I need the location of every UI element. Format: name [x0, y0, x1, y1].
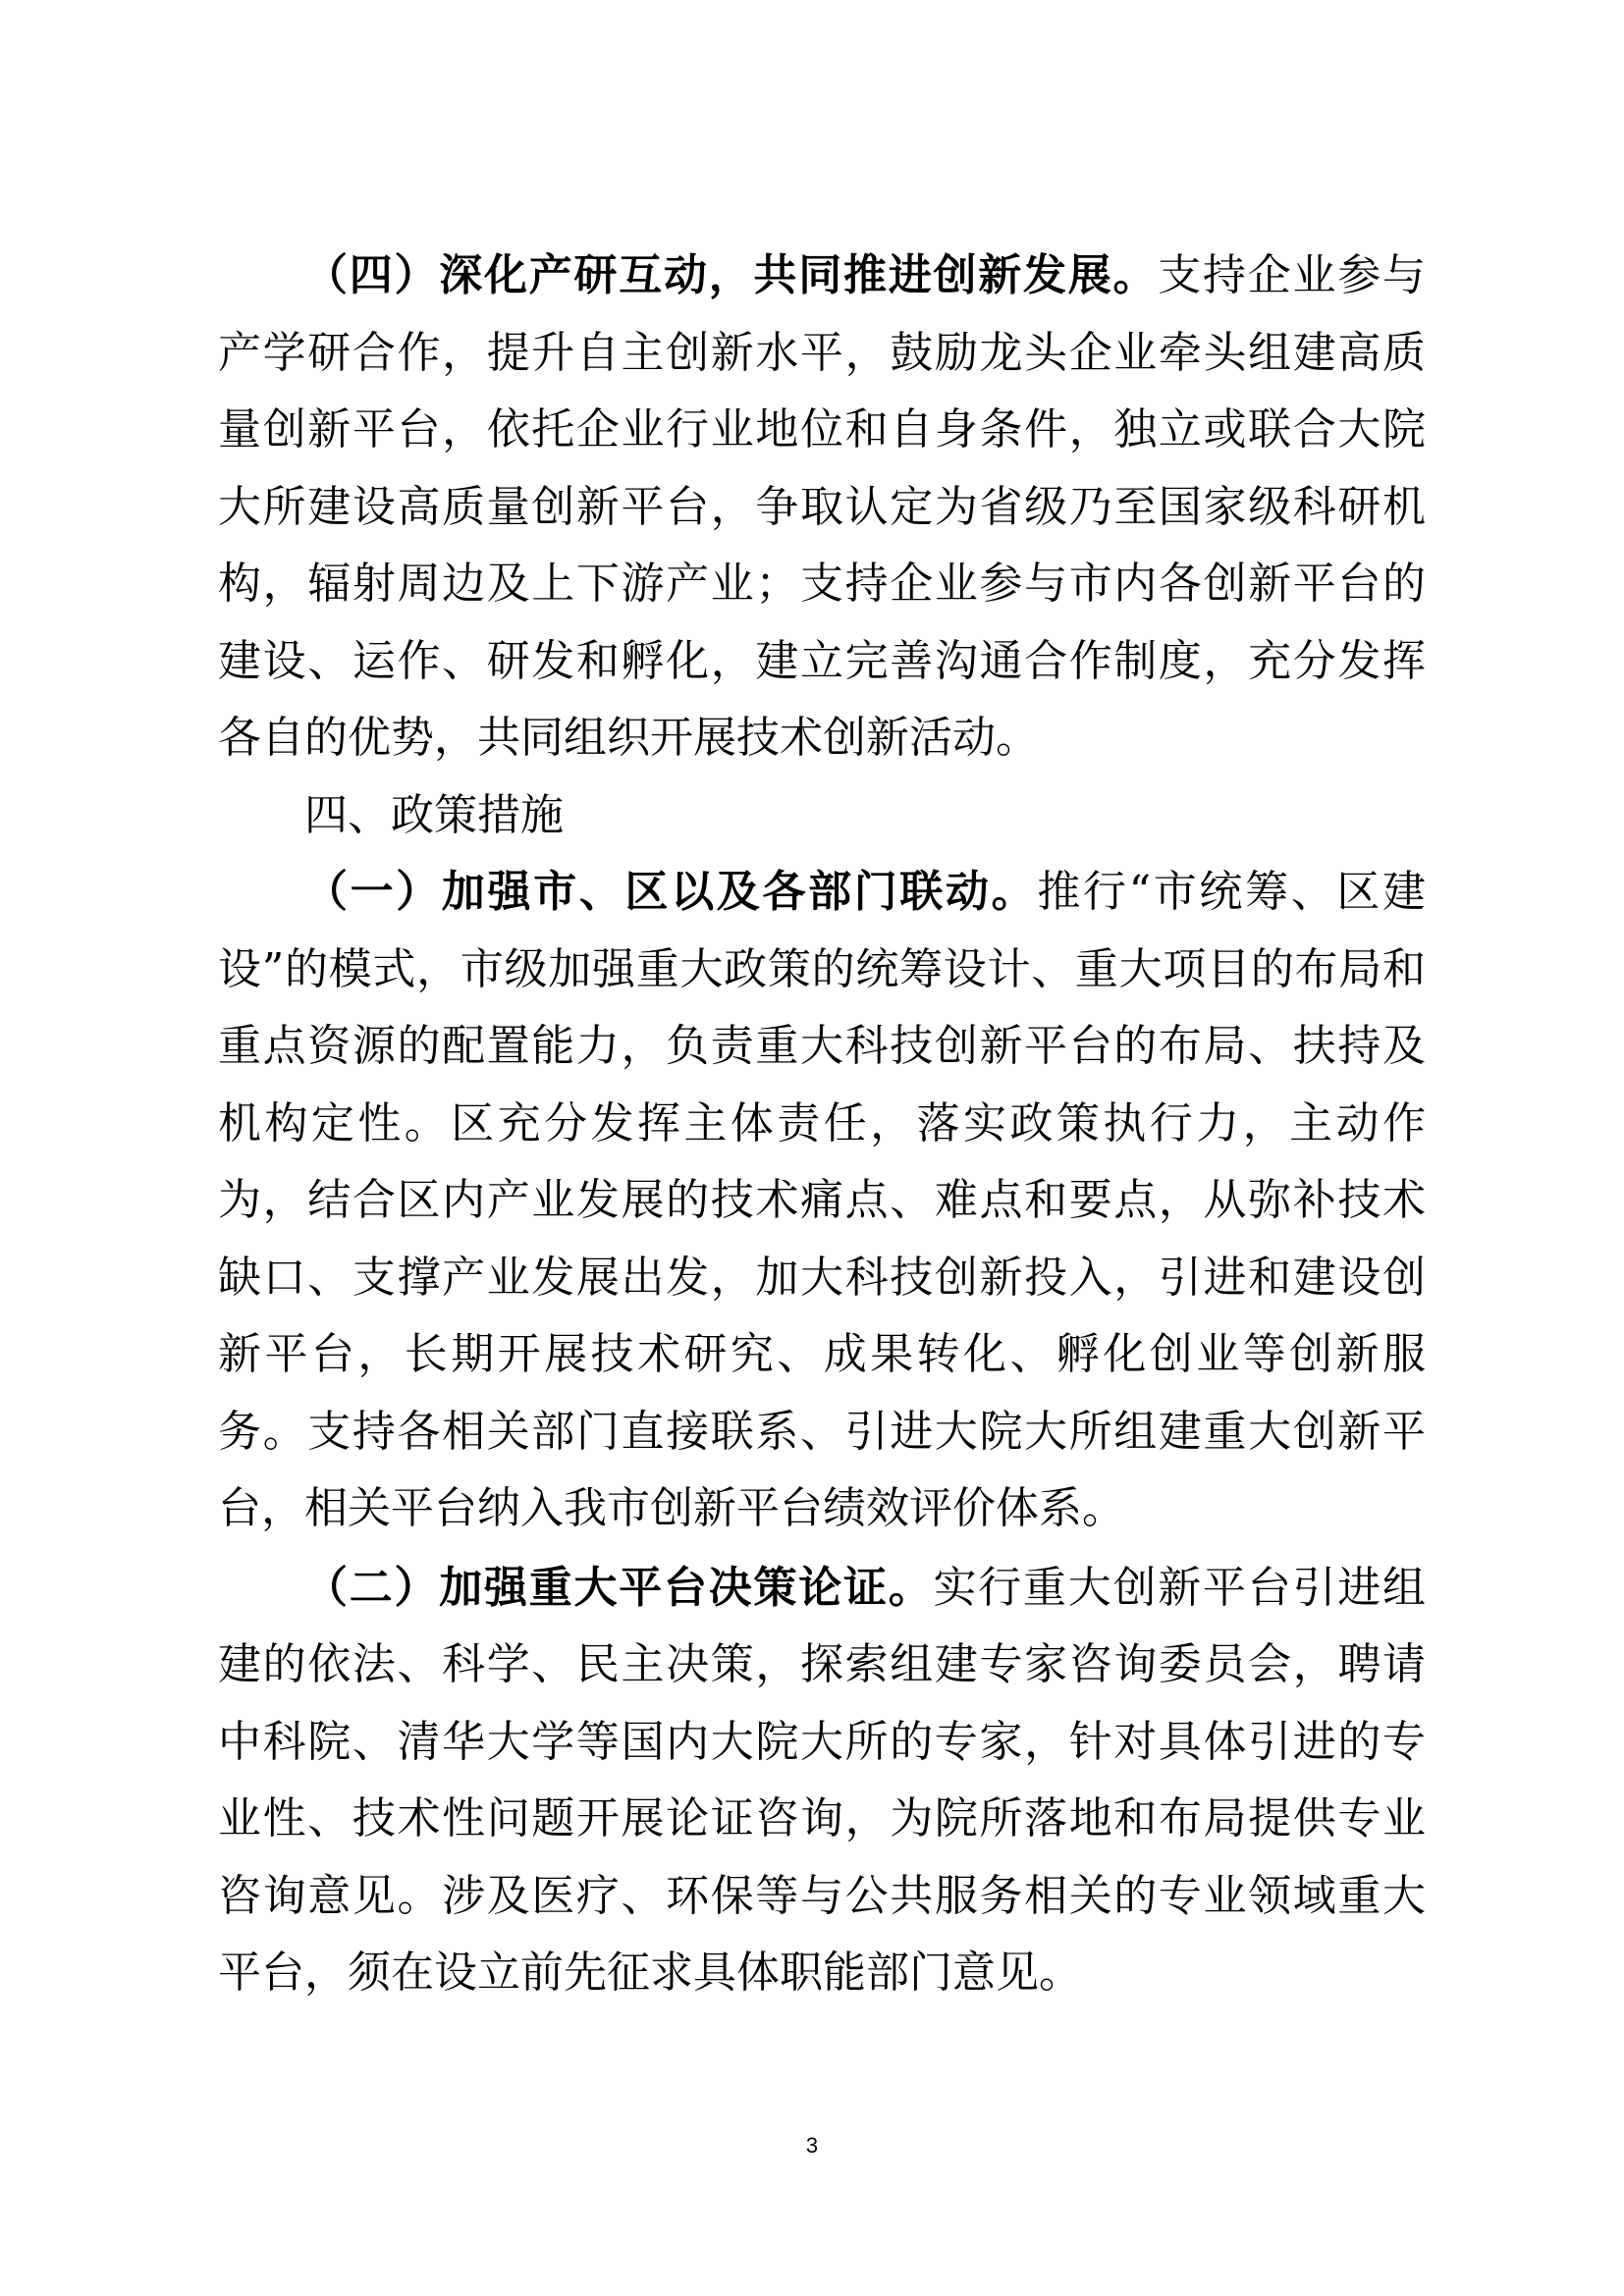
paragraph-lead: （二）加强重大平台决策论证。	[304, 1562, 934, 1613]
paragraph-city-district-linkage	[218, 854, 1426, 1548]
document-body	[218, 238, 1426, 2012]
paragraph-lead: （四）深化产研互动，共同推进创新发展。	[304, 250, 1159, 300]
paragraph-platform-decision-review	[218, 1550, 1426, 2012]
paragraph-text: 支持企业参与产学研合作，提升自主创新水平，鼓励龙头企业牵头组建高质量创新平台，依托企业行业地位和自身条件，独立或联合大院大所建设高质量创新平台，争取认定为省级乃至国家级科研机构，辐射周边及上下游产业；支持企业参与市内各创新平台的建设、运作、研发和孵化，建立完善沟通合作制度，充分发挥各自的优势，共同组织开展技术创新活动。	[218, 250, 1426, 763]
page-number: 3	[805, 2133, 819, 2158]
paragraph-industry-research-interaction	[218, 238, 1426, 777]
section-heading-policy-measures: 四、政策措施	[304, 789, 564, 840]
paragraph-lead: （一）加强市、区以及各部门联动。	[304, 867, 1038, 917]
paragraph-text: 实行重大创新平台引进组建的依法、科学、民主决策，探索组建专家咨询委员会，聘请中科院、清华大学等国内大院大所的专家，针对具体引进的专业性、技术性问题开展论证咨询，为院所落地和布局提供专业咨询意见。涉及医疗、环保等与公共服务相关的专业领域重大平台，须在设立前先征求具体职能部门意见。	[218, 1562, 1426, 1998]
paragraph-text: 推行“市统筹、区建设”的模式，市级加强重大政策的统筹设计、重大项目的布局和重点资源的配置能力，负责重大科技创新平台的布局、扶持及机构定性。区充分发挥主体责任，落实政策执行力，主动作为，结合区内产业发展的技术痛点、难点和要点，从弥补技术缺口、支撑产业发展出发，加大科技创新投入，引进和建设创新平台，长期开展技术研究、成果转化、孵化创业等创新服务。支持各相关部门直接联系、引进大院大所组建重大创新平台，相关平台纳入我市创新平台绩效评价体系。	[218, 867, 1427, 1533]
